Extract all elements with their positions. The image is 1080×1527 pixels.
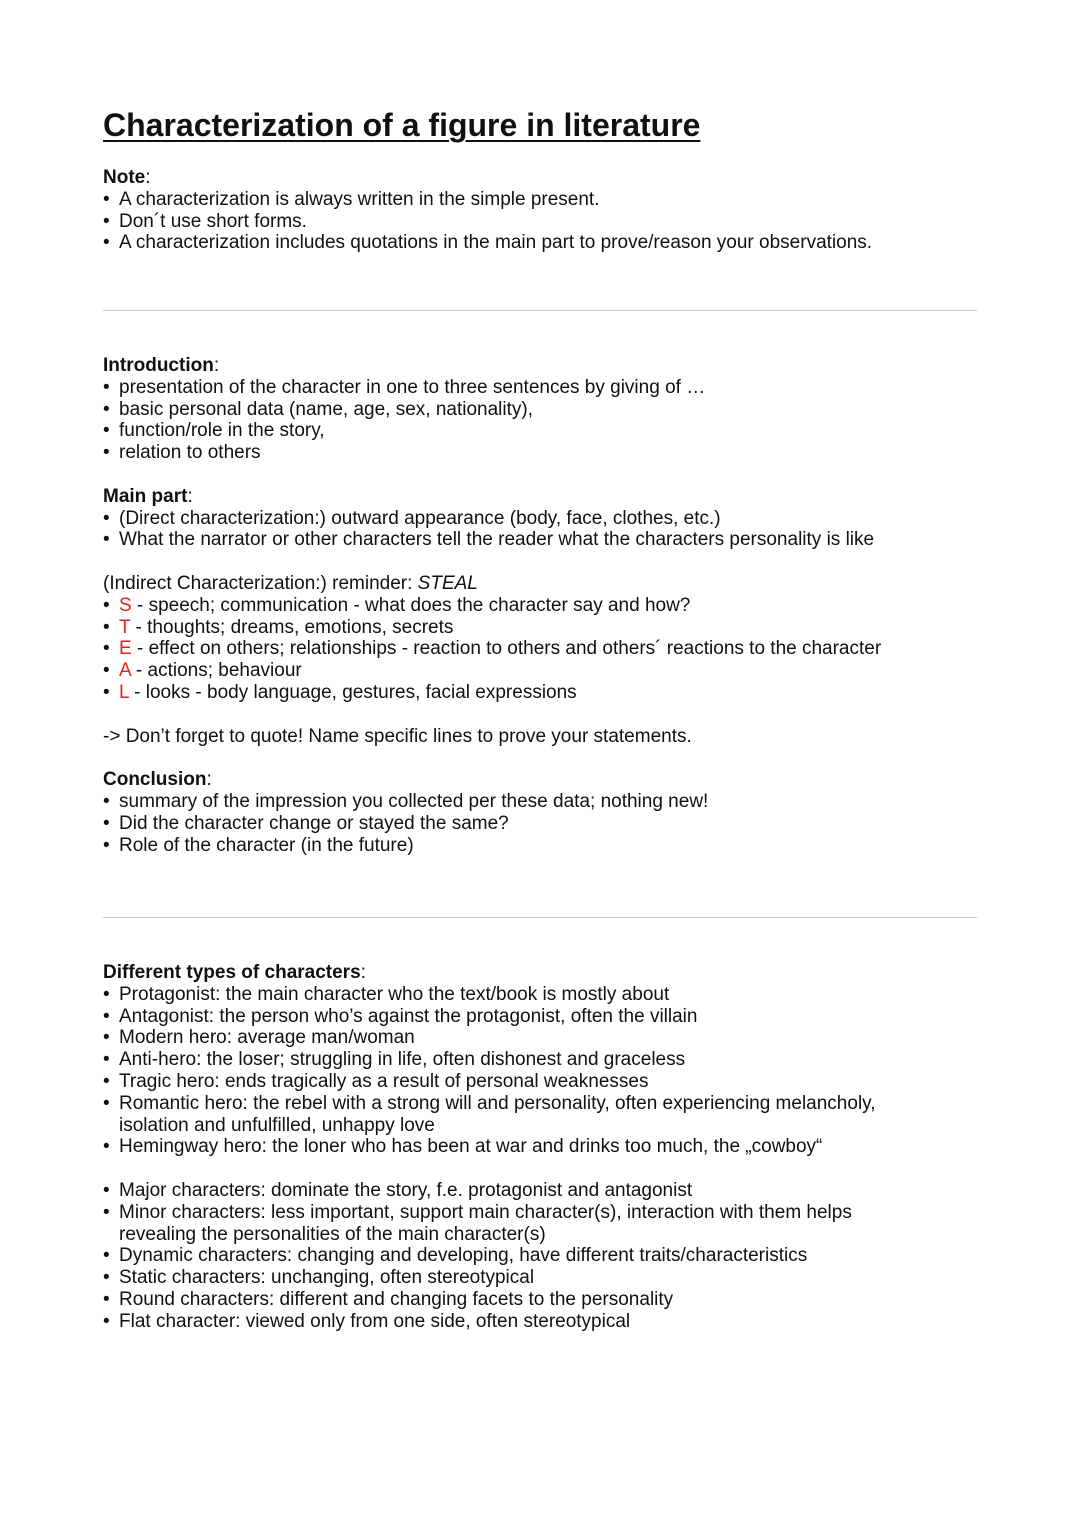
divider	[103, 310, 977, 311]
list-item: • Flat character: viewed only from one side, often stereotypical	[103, 1311, 933, 1333]
introduction-heading: Introduction	[103, 355, 214, 376]
steal-item	[103, 682, 983, 704]
steal-item	[103, 660, 983, 682]
list-item: • A characterization includes quotations in the main part to prove/reason your observations.	[103, 232, 983, 254]
indirect-label: (Indirect Characterization:) reminder:	[103, 572, 418, 594]
list-item: • presentation of the character in one to three sentences by giving of …	[103, 377, 983, 399]
list-item: • function/role in the story,	[103, 420, 983, 442]
steal-letter: T	[119, 616, 131, 638]
list-item: • Protagonist: the main character who the text/book is mostly about	[103, 984, 933, 1006]
note-heading: Note	[103, 167, 146, 188]
list-item: • Did the character change or stayed the same?	[103, 813, 983, 835]
steal-letter: S	[119, 594, 132, 616]
note-section: Note: • A characterization is always written in the simple present. • Don´t use short forms. • A characterization includes quotations in the main part to prove/reason your observations.	[103, 167, 983, 254]
list-item: • Tragic hero: ends tragically as a result of personal weaknesses	[103, 1071, 933, 1093]
steal-item	[103, 595, 983, 617]
list-item: • Modern hero: average man/woman	[103, 1027, 933, 1049]
list-item: • Round characters: different and changing facets to the personality	[103, 1289, 933, 1311]
steal-letter: A	[119, 660, 131, 682]
steal-item	[103, 638, 983, 660]
steal-letter: E	[119, 638, 132, 660]
quote-reminder: -> Don’t forget to quote! Name specific lines to prove your statements.	[103, 725, 692, 747]
steal-text: - effect on others; relationships - reaction to others and others´ reactions to the character	[131, 638, 882, 660]
list-item: • Anti-hero: the loser; struggling in life, often dishonest and graceless	[103, 1049, 933, 1071]
types-section: Different types of characters: • Protagonist: the main character who the text/book is mostly about • Antagonist: the person who’s against the protagonist, often the villain • Modern hero: average man/woman • Anti-hero: the loser; struggling in life, often dishonest and graceless • Tragic hero: ends tragically as a result of personal weaknesses • Romantic hero: the rebel with a strong will and personality, often experiencing melancholy, isolation and unfulfilled, unhappy love • Hemingway hero: the loner who has been at war and drinks too much, the „cowboy“ • Major characters: dominate the story, f.e. protagonist and antagonist • Minor characters: less important, support main character(s), interaction with them helps revealing the personalities of the main character(s) • Dynamic characters: changing and developing, have different traits/characteristics • Static characters: unchanging, often stereotypical • Round characters: different and changing facets to the personality • Flat character: viewed only from one side, often stereotypical	[103, 962, 933, 1333]
structure-section: Introduction: • presentation of the character in one to three sentences by giving of … • basic personal data (name, age, sex, nationality), • function/role in the story, • relation to others Main part: • (Direct characterization:) outward appearance (body, face, clothes, etc.) • What the narrator or other characters tell the reader what the characters personality is like (Indirect Characterization:) reminder: STEAL • S - speech; communication - what does the character say and how? • T - thoughts; dreams, emotions, secrets • E - effect on others; relationships - reaction to others and others´ reactions to the character • A - actions; behaviour • L - looks - body language, gestures, facial expressions -> Don’t forget to quote! Name specific lines to prove your statements. Conclusion: • summary of the impression you collected per these data; nothing new! • Did the character change or stayed the same? • Role of the character (in the future)	[103, 355, 983, 856]
list-item: • (Direct characterization:) outward appearance (body, face, clothes, etc.)	[103, 508, 983, 530]
list-item: • Major characters: dominate the story, f.e. protagonist and antagonist	[103, 1180, 933, 1202]
list-item: • basic personal data (name, age, sex, nationality),	[103, 399, 983, 421]
steal-word: STEAL	[417, 572, 478, 594]
steal-text: - thoughts; dreams, emotions, secrets	[130, 616, 454, 638]
page-title: Characterization of a figure in literature	[103, 107, 701, 143]
steal-letter: L	[119, 681, 129, 703]
list-item: • summary of the impression you collected per these data; nothing new!	[103, 791, 983, 813]
list-item: • Don´t use short forms.	[103, 211, 983, 233]
list-item: • Role of the character (in the future)	[103, 835, 983, 857]
conclusion-heading: Conclusion	[103, 769, 207, 791]
steal-text: - speech; communication - what does the character say and how?	[131, 594, 691, 616]
list-item: • A characterization is always written in the simple present.	[103, 189, 983, 211]
list-item: • Static characters: unchanging, often stereotypical	[103, 1267, 933, 1289]
steal-item	[103, 617, 983, 639]
list-item: • Romantic hero: the rebel with a strong will and personality, often experiencing melancholy, isolation and unfulfilled, unhappy love	[103, 1093, 933, 1137]
list-item: • Dynamic characters: changing and developing, have different traits/characteristics	[103, 1245, 933, 1267]
list-item: • Hemingway hero: the loner who has been at war and drinks too much, the „cowboy“	[103, 1136, 933, 1158]
divider	[103, 917, 977, 918]
steal-text: - actions; behaviour	[130, 660, 302, 682]
list-item: • What the narrator or other characters tell the reader what the characters personality is like	[103, 529, 983, 551]
steal-text: - looks - body language, gestures, facial expressions	[128, 681, 577, 703]
list-item: • Minor characters: less important, support main character(s), interaction with them helps revealing the personalities of the main character(s)	[103, 1202, 933, 1246]
types-heading: Different types of characters	[103, 962, 361, 983]
main-part-heading: Main part	[103, 485, 188, 507]
list-item: • relation to others	[103, 442, 983, 464]
indirect-characterization-line	[103, 573, 983, 595]
list-item: • Antagonist: the person who’s against the protagonist, often the villain	[103, 1006, 933, 1028]
